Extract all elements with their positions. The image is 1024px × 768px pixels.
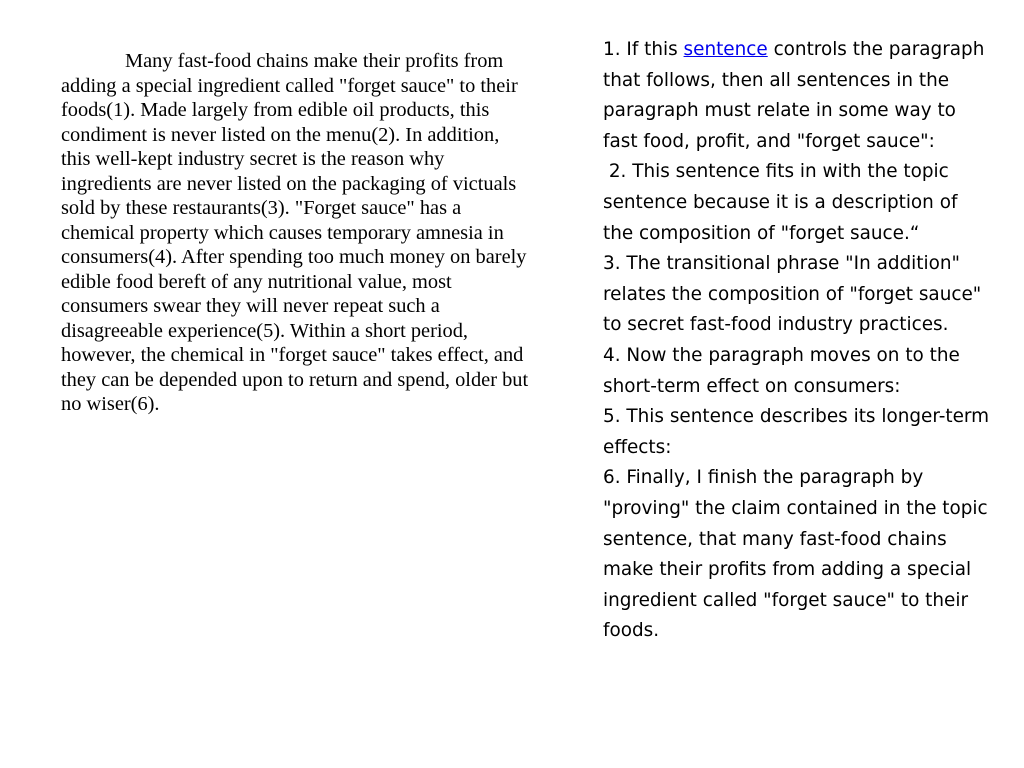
note-3: 3. The transitional phrase "In addition" relates the composition of "forget sauce" to secret fast-food industry practices. [603,253,982,336]
note-5: 5. This sentence describes its longer-term effects: [603,406,990,458]
note-1-suffix: controls the paragraph that follows, then all sentences in the paragraph must relate in some way to fast food, profit, and "forget sauce": [603,39,985,152]
sentence-link[interactable]: sentence [683,39,768,60]
annotation-notes [603,35,993,647]
example-paragraph: Many fast-food chains make their profits from adding a special ingredient called "forget sauce" to their foods(1). Made largely from edible oil products, this condiment is never listed on the menu(2). In addition, this well-kept industry secret is the reason why ingredients are never listed on the packaging of victuals sold by these restaurants(3). "Forget sauce" has a chemical property which causes temporary amnesia in consumers(4). After spending too much money on barely edible food bereft of any nutritional value, most consumers swear they will never repeat such a disagreeable experience(5). Within a short period, however, the chemical in "forget sauce" takes effect, and they can be depended upon to return and spend, older but no wiser(6). [61,50,529,415]
note-4: 4. Now the paragraph moves on to the short-term effect on consumers: [603,344,960,397]
note-2: 2. This sentence fits in with the topic sentence because it is a description of the composition of "forget sauce.“ [603,161,964,244]
note-6: 6. Finally, I finish the paragraph by "proving" the claim contained in the topic sentence, that many fast-food chains make their profits from adding a special ingredient called "forget sauce" to their foods. [603,467,988,642]
note-1-prefix: 1. If this [603,39,684,60]
note-1 [603,35,993,157]
